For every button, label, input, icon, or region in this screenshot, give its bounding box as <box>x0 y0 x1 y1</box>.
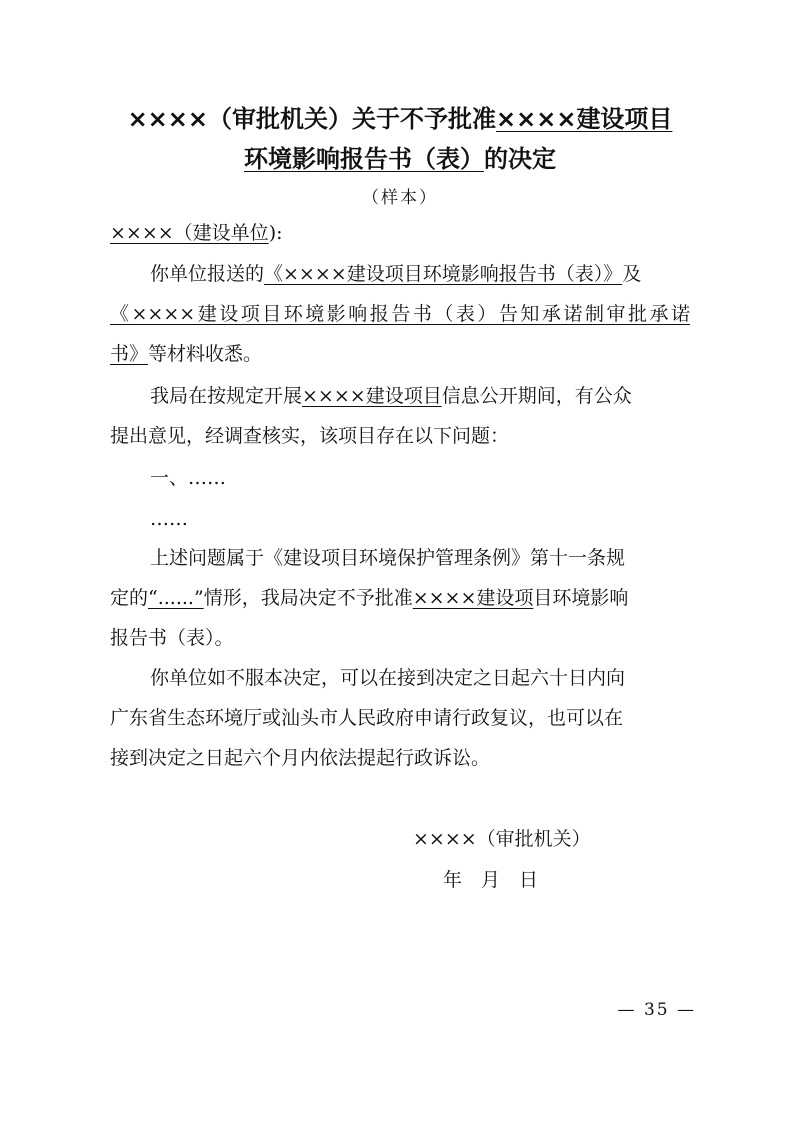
ellipsis-line: …… <box>150 508 188 530</box>
addressee <box>110 221 283 245</box>
para3-text: 目环境影响 <box>533 587 629 609</box>
para4-line-2: 广东省生态环境厅或汕头市人民政府申请行政复议，也可以在 <box>110 707 624 729</box>
addressee-colon: ): <box>268 222 283 244</box>
subtitle-sample: （样本） <box>362 188 438 208</box>
title-line-1 <box>100 100 700 138</box>
para1-text: 你单位报送的 <box>150 263 265 285</box>
para2-text: 我局在按规定开展 <box>150 385 303 407</box>
para3-text: 情形，我局决定不予批准 <box>203 587 413 609</box>
signature-authority: ××××（审批机关） <box>413 828 591 850</box>
title-report-name: 环境影响报告书（表） <box>244 145 484 173</box>
para1-line-3 <box>110 342 262 366</box>
title-line-1-prefix: ××××（审批机关）关于不予批准 <box>127 105 496 133</box>
signature-date: 年 月 日 <box>443 869 539 891</box>
quoted-circumstance: “......” <box>148 587 204 609</box>
title-project-name: ××××建设项目 <box>496 105 673 133</box>
report-title-end: 书》 <box>110 343 149 365</box>
para1-text: 等材料收悉。 <box>148 343 263 365</box>
project-name-underlined: ××××建设项 <box>412 587 534 609</box>
para3-line-3: 报告书（表）。 <box>110 627 234 649</box>
para2-text: 信息公开期间，有公众 <box>441 385 632 407</box>
para3-line-2 <box>110 586 628 610</box>
project-name-underlined: ××××建设项目 <box>302 385 442 407</box>
para4-line-1: 你单位如不服本决定，可以在接到决定之日起六十日内向 <box>150 667 626 689</box>
para4-line-3: 接到决定之日起六个月内依法提起行政诉讼。 <box>110 747 491 769</box>
title-line-2 <box>100 140 700 178</box>
item-1: 一、…… <box>150 467 227 489</box>
para2-line-1 <box>150 384 632 408</box>
report-title-underlined: 《××××建设项目环境影响报告书（表）》 <box>264 263 623 285</box>
page-number: — 35 — <box>617 1000 696 1020</box>
para3-line-1: 上述问题属于《建设项目环境保护管理条例》第十一条规 <box>150 547 626 569</box>
para2-line-2: 提出意见，经调查核实，该项目存在以下问题： <box>110 425 510 447</box>
addressee-name: ××××（建设单位 <box>110 222 269 244</box>
para1-text: 及 <box>622 263 642 285</box>
para1-line-1 <box>150 262 641 286</box>
title-line-2-suffix: 的决定 <box>484 145 556 173</box>
para1-line-2: 《××××建设项目环境影响报告书（表）告知承诺制审批承诺 <box>110 303 690 325</box>
para3-text: 定的 <box>110 587 149 609</box>
